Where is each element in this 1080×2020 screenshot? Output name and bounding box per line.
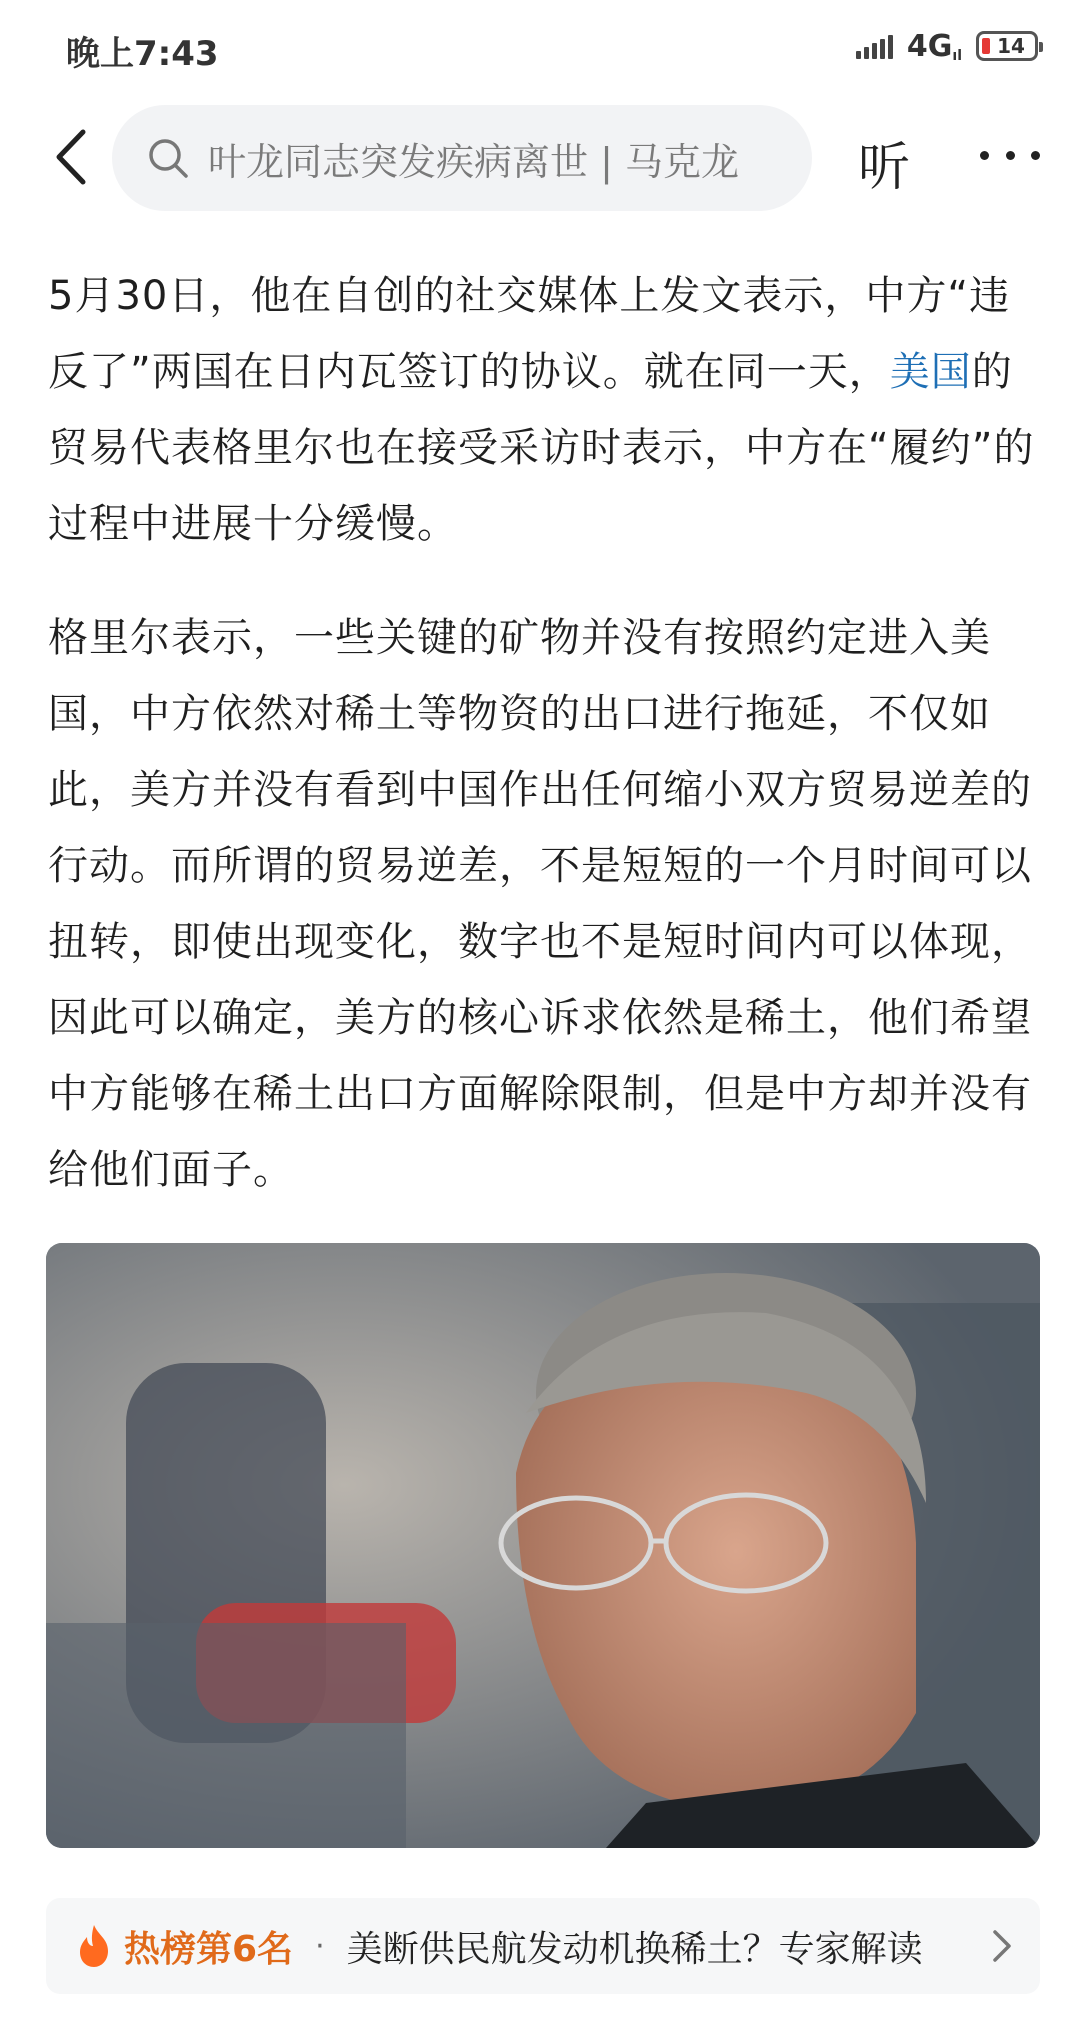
search-icon	[146, 136, 190, 180]
network-type: 4G	[906, 28, 953, 64]
listen-button[interactable]: 听	[858, 138, 911, 198]
flame-icon	[74, 1923, 114, 1969]
network-signal-sub: ıl	[952, 47, 962, 64]
link-usa[interactable]: 美国	[889, 349, 972, 395]
hot-topic-title: 美断供民航发动机换稀土？专家解读	[346, 1928, 923, 1970]
more-options-button[interactable]	[980, 135, 1040, 175]
status-bar	[0, 0, 1080, 95]
search-bar[interactable]	[112, 105, 812, 211]
separator-dot: ·	[315, 1928, 325, 1964]
more-dot-icon	[980, 151, 989, 160]
status-indicators	[856, 26, 1038, 66]
signal-icon	[856, 33, 893, 59]
paragraph-1-text-b: 的贸易代表格里尔也在接受采访时表示，中方在“履约”的过程中进展十分缓慢。	[48, 349, 1035, 547]
battery-percent: 14	[997, 34, 1025, 58]
portrait-image	[46, 1243, 1040, 1848]
paragraph-1-text-a: 5月30日，他在自创的社交媒体上发文表示，中方“违反了”两国在日内瓦签订的协议。就在同一天，	[48, 273, 1011, 395]
article-body	[48, 258, 1038, 1246]
search-suggestion-text: 叶龙同志突发疾病离世 | 马克龙	[208, 139, 739, 184]
more-dot-icon	[1006, 151, 1015, 160]
article-paragraph-1	[48, 258, 1038, 562]
battery-level-fill	[982, 38, 990, 54]
article-photo[interactable]	[46, 1243, 1040, 1848]
chevron-right-icon	[990, 1928, 1014, 1964]
article-paragraph-2: 格里尔表示，一些关键的矿物并没有按照约定进入美国，中方依然对稀土等物资的出口进行拖延，不仅如此，美方并没有看到中国作出任何缩小双方贸易逆差的行动。而所谓的贸易逆差，不是短短的一个月时间可以扭转，即使出现变化，数字也不是短时间内可以体现，因此可以确定，美方的核心诉求依然是稀土，他们希望中方能够在稀土出口方面解除限制，但是中方却并没有给他们面子。	[48, 615, 1032, 1193]
more-dot-icon	[1031, 151, 1040, 160]
hot-rank-label: 热榜第6名	[124, 1928, 294, 1970]
hot-list-banner[interactable]	[46, 1898, 1040, 1994]
back-arrow-icon	[53, 128, 87, 186]
battery-icon	[976, 31, 1038, 61]
status-time: 晚上7:43	[66, 34, 219, 74]
top-bar	[0, 95, 1080, 220]
back-button[interactable]	[40, 127, 100, 187]
network-indicator	[907, 29, 962, 64]
